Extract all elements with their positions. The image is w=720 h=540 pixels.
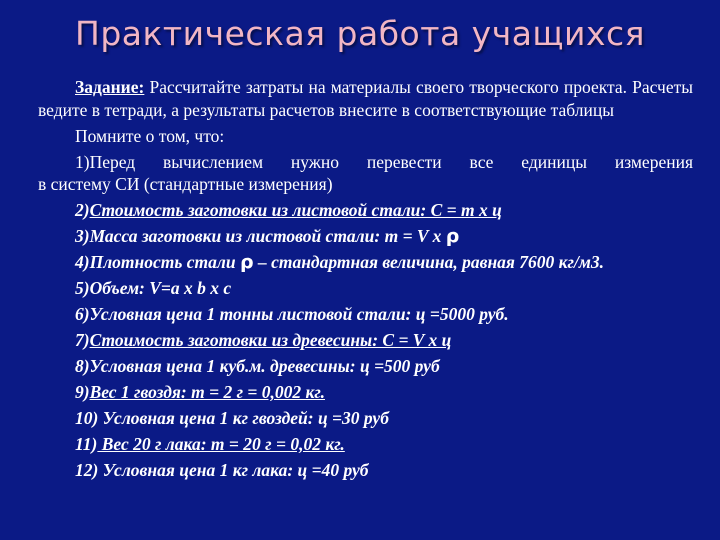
item-11-number: 11) xyxy=(75,434,98,454)
remember-line: Помните о том, что: xyxy=(75,125,225,146)
task-label: Задание: xyxy=(75,77,145,97)
rho-symbol: ρ xyxy=(445,225,460,247)
list-item-6: 6)Условная цена 1 тонны листовой стали: ц =5000 руб. xyxy=(75,304,509,324)
item-3-text: 3)Масса заготовки из листовой стали: m = V х xyxy=(75,226,446,246)
list-item-12: 12) Условная цена 1 кг лака: ц =40 руб xyxy=(75,460,369,480)
slide-content xyxy=(38,76,693,485)
task-text: Рассчитайте затраты на материалы своего творческого проекта. Расчеты ведите в тетради, а результаты расчетов внесите в соответствующие таблицы xyxy=(38,77,693,120)
item-7-number: 7) xyxy=(75,330,90,350)
rho-symbol: ρ xyxy=(239,251,254,273)
list-item-1-cont: в систему СИ (стандартные измерения) xyxy=(38,174,333,194)
list-item-3 xyxy=(38,225,693,248)
item-2-number: 2) xyxy=(75,200,90,220)
list-item-9 xyxy=(38,381,693,404)
item-7-text: Стоимость заготовки из древесины: С = V х ц xyxy=(89,330,452,350)
list-item-7 xyxy=(38,329,693,352)
list-item-10: 10) Условная цена 1 кг гвоздей: ц =30 руб xyxy=(75,408,389,428)
slide-title: Практическая работа учащихся xyxy=(75,14,645,53)
list-item-1: 1)Перед вычислением нужно перевести все единицы измерения xyxy=(75,151,693,172)
item-11-text: Вес 20 г лака: m = 20 г = 0,02 кг. xyxy=(97,434,345,454)
list-item-11 xyxy=(38,433,693,456)
item-9-number: 9) xyxy=(75,382,90,402)
item-2-text: Стоимость заготовки из листовой стали: С = m х ц xyxy=(89,200,502,220)
item-4-pre: 4)Плотность стали xyxy=(75,252,240,272)
item-4-post: – стандартная величина, равная 7600 кг/м3. xyxy=(253,252,604,272)
task-paragraph xyxy=(38,76,693,121)
list-item-5: 5)Объем: V=a x b x c xyxy=(75,278,232,298)
list-item-2 xyxy=(38,199,693,222)
list-item-8: 8)Условная цена 1 куб.м. древесины: ц =500 руб xyxy=(75,356,440,376)
item-9-text: Вес 1 гвоздя: m = 2 г = 0,002 кг. xyxy=(89,382,325,402)
list-item-4 xyxy=(38,251,693,274)
